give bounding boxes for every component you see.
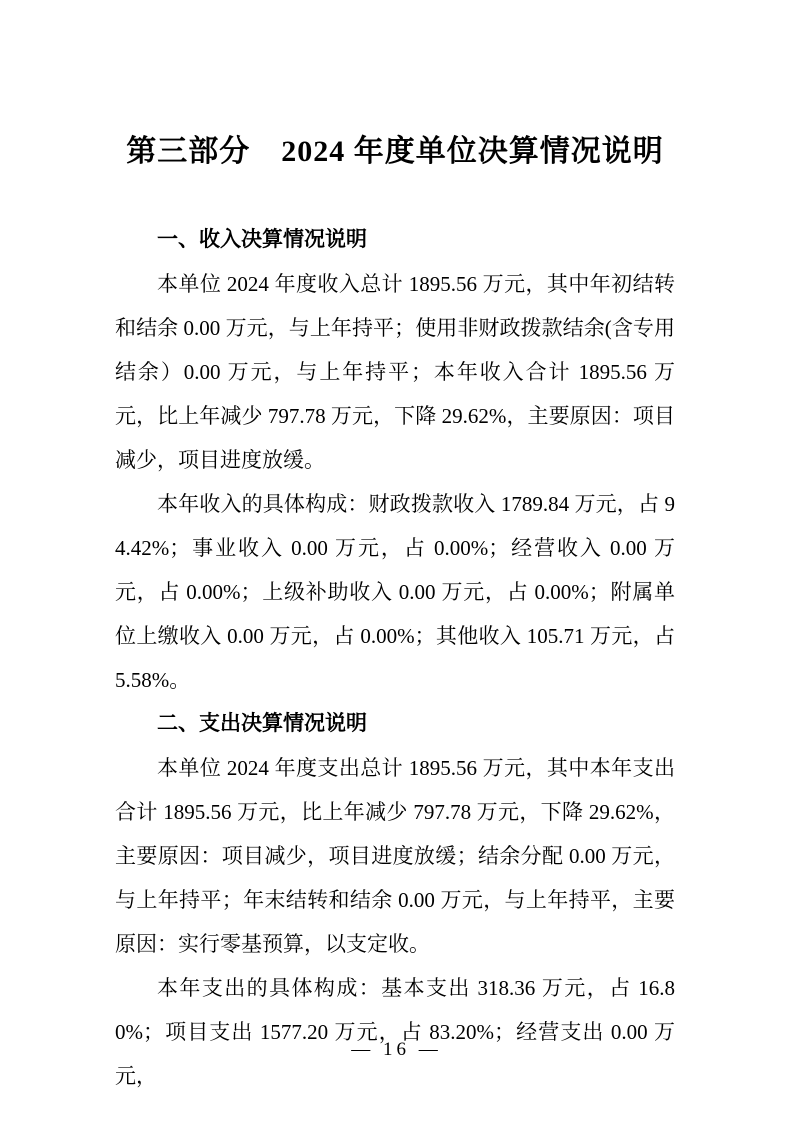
paragraph-expenditure-composition: 本年支出的具体构成：基本支出 318.36 万元，占 16.80%；项目支出 1577.20 万元，占 83.20%；经营支出 0.00 万元， [115,976,675,1088]
page-number: — 16 — [351,1039,442,1060]
paragraph-expenditure-summary: 本单位 2024 年度支出总计 1895.56 万元，其中本年支出合计 1895.56 万元，比上年减少 797.78 万元，下降 29.62%，主要原因：项目减少，项目进度放缓；结余分配 0.00 万元，与上年持平；年末结转和结余 0.00 万元，与上年持平，主要原因：实行零基预算，以支定收。 [115,756,675,956]
paragraph-income-summary: 本单位 2024 年度收入总计 1895.56 万元，其中年初结转和结余 0.00 万元，与上年持平；使用非财政拨款结余(含专用结余）0.00 万元，与上年持平；本年收入合计 1895.56 万元，比上年减少 797.78 万元，下降 29.62%，主要原因：项目减少，项目进度放缓。 [115,272,675,472]
paragraph-income-composition: 本年收入的具体构成：财政拨款收入 1789.84 万元，占 94.42%；事业收入 0.00 万元，占 0.00%；经营收入 0.00 万元，占 0.00%；上级补助收入 0.00 万元，占 0.00%；附属单位上缴收入 0.00 万元，占 0.00%；其他收入 105.71 万元，占 5.58%。 [115,492,675,692]
section-heading-income: 一、收入决算情况说明 [157,228,367,251]
section-heading-expenditure: 二、支出决算情况说明 [157,712,367,735]
section-income [115,218,675,702]
page-title: 第三部分 2024 年度单位决算情况说明 [126,135,664,168]
